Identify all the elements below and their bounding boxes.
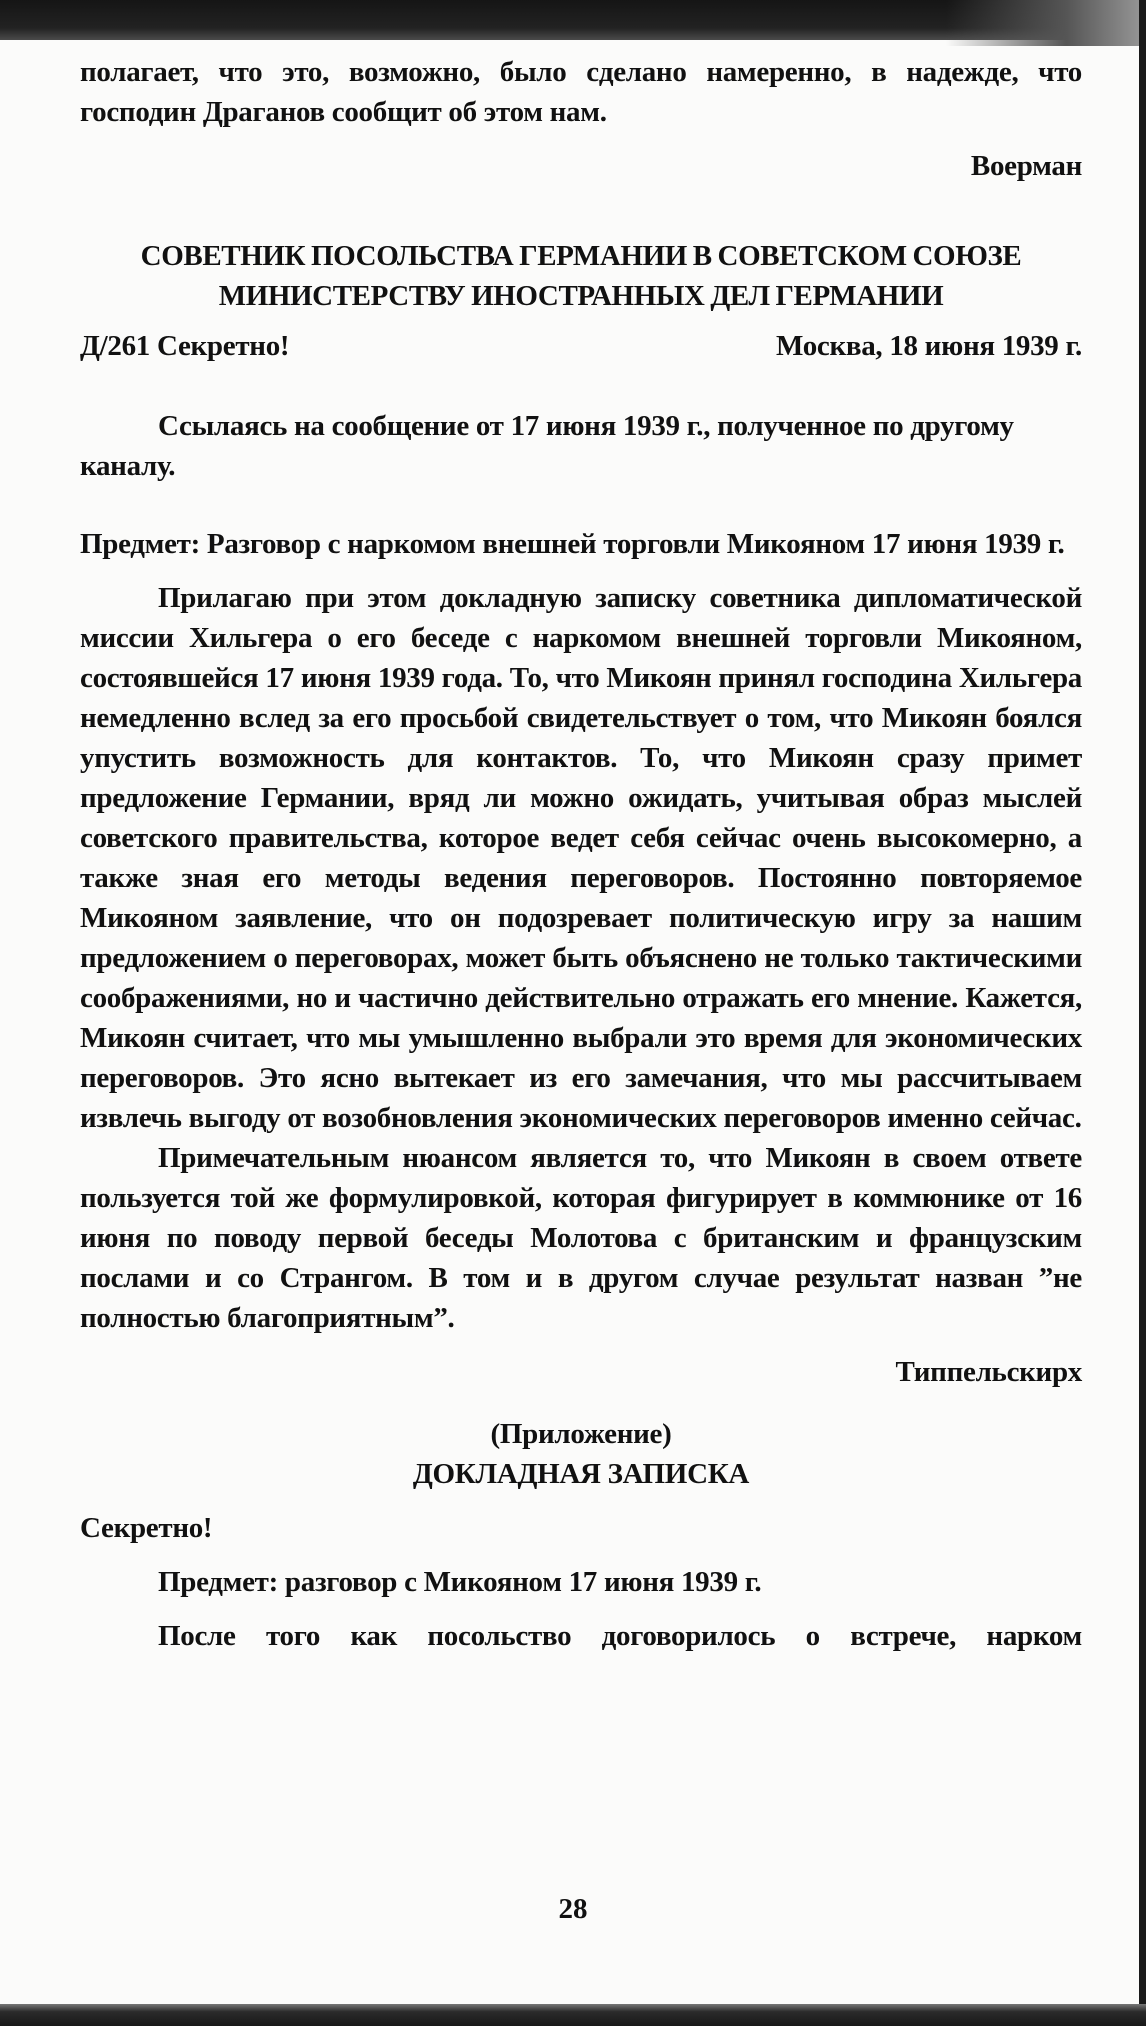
appendix-paragraph-start: После того как посольство договорилось о встрече, нарком bbox=[158, 1620, 1082, 1652]
letter2-subject: Предмет: Разговор с наркомом внешней торговли Микояном 17 июня 1939 г. bbox=[80, 528, 1065, 560]
page-content bbox=[80, 52, 1082, 1656]
appendix-classification: Секретно! bbox=[80, 1512, 213, 1544]
letter2-signature: Типпельскирх bbox=[895, 1356, 1082, 1388]
letter2-doc-number: Д/261 Секретно! bbox=[80, 330, 290, 362]
letter2-reference: Ссылаясь на сообщение от 17 июня 1939 г., полученное по другому каналу. bbox=[80, 410, 1014, 482]
scan-right-border bbox=[1139, 0, 1146, 2026]
appendix-label: (Приложение) bbox=[490, 1418, 672, 1450]
letter2-heading: СОВЕТНИК ПОСОЛЬСТВА ГЕРМАНИИ В СОВЕТСКОМ СОЮЗЕ МИНИСТЕРСТВУ ИНОСТРАННЫХ ДЕЛ ГЕРМАНИИ bbox=[140, 240, 1022, 312]
letter1-closing-text: полагает, что это, возможно, было сделано намеренно, в надежде, что господин Драганов сообщит об этом нам. bbox=[80, 56, 1082, 128]
scan-top-shadow bbox=[946, 0, 1146, 46]
letter2-paragraph-1: Прилагаю при этом докладную записку советника дипломатической миссии Хильгера о его беседе с наркомом внешней торговли Микояном, состоявшейся 17 июня 1939 года. То, что Микоян принял господина Хильгера немедленно вслед за его просьбой свидетельствует о том, что Микоян боялся упустить возможность для контактов. То, что Микоян сразу примет предложение Германии, вряд ли можно ожидать, учитывая образ мыслей советского правительства, которое ведет себя сейчас очень высокомерно, а также зная его методы ведения переговоров. Постоянно повторяемое Микояном заявление, что он подозревает политическую игру за нашим предложением о переговорах, может быть объяснено не только тактическими соображениями, но и частично действительно отражать его мнение. Кажется, Микоян считает, что мы умышленно выбрали это время для экономических переговоров. Это ясно вытекает из его замечания, что мы рассчитываем извлечь выгоду от возобновления экономических переговоров именно сейчас. bbox=[80, 582, 1082, 1134]
letter2-place-date: Москва, 18 июня 1939 г. bbox=[776, 330, 1082, 362]
letter2-header-line bbox=[80, 326, 1082, 366]
letter2-paragraph-2: Примечательным нюансом является то, что Микоян в своем ответе пользуется той же формулировкой, которая фигурирует в коммюнике от 16 июня по поводу первой беседы Молотова с британским и французским послами и со Странгом. В том и в другом случае результат назван ”не полностью благоприятным”. bbox=[80, 1142, 1082, 1334]
scan-bottom-border bbox=[0, 2004, 1146, 2026]
letter1-signature: Воерман bbox=[970, 150, 1082, 182]
page-number: 28 bbox=[558, 1893, 588, 1925]
appendix-subject: Предмет: разговор с Микояном 17 июня 1939 г. bbox=[158, 1566, 762, 1598]
appendix-title: ДОКЛАДНАЯ ЗАПИСКА bbox=[412, 1458, 750, 1490]
